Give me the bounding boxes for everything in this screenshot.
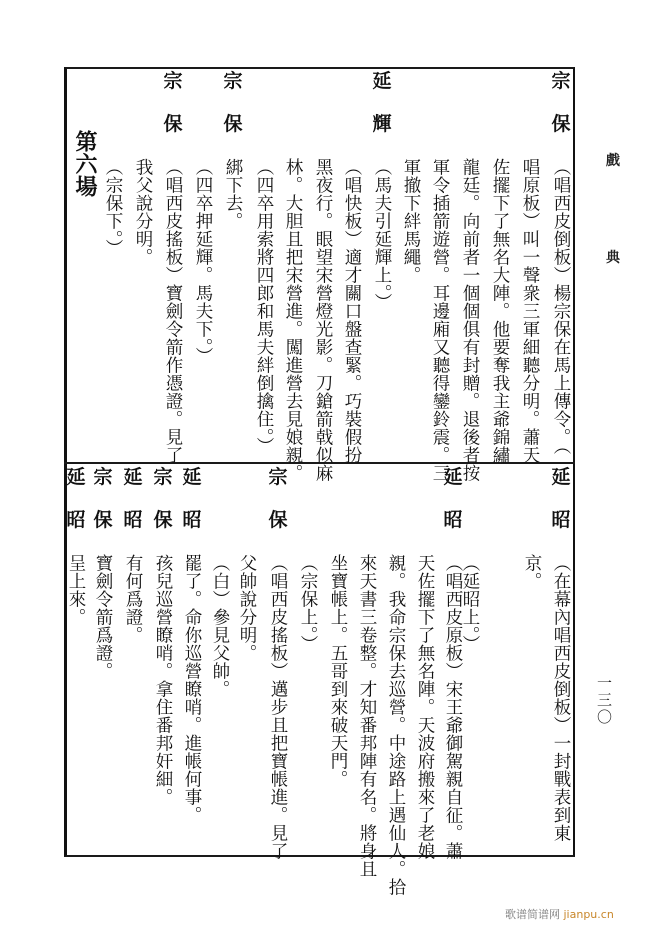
dialogue-text: 坐寶帳上。五哥到來破天門。 (328, 554, 348, 788)
text-column (207, 468, 233, 698)
dialogue-text: 我父說分明。 (133, 158, 153, 266)
text-column (90, 468, 116, 680)
speaker-char: 延 (372, 70, 392, 92)
text-column (325, 468, 351, 788)
speaker-char: 宗 (153, 466, 173, 488)
margin-title-char-1: 戲 (606, 153, 620, 169)
dialogue-text: 黑夜行。眼望宋營燈光影。刀鎗箭戟似麻 (313, 158, 333, 482)
dialogue-text: 綁下去。 (223, 158, 243, 230)
text-column (63, 468, 89, 626)
dialogue-text: 天佐擺下了無名陣。天波府搬來了老娘 (415, 554, 435, 860)
dialogue-text: 龍廷。向前者一個個俱有封贈。退後者按 (460, 158, 480, 482)
speaker-char: 昭 (551, 509, 571, 531)
margin-title-char-2: 典 (606, 250, 620, 266)
dialogue-text: 孩兒巡營瞭哨。拿住番邦奸細。 (153, 554, 173, 806)
speaker-name (223, 72, 242, 158)
text-column (179, 468, 205, 824)
dialogue-text: （延昭上。） (460, 554, 480, 654)
speaker-char: 昭 (123, 509, 143, 531)
dialogue-text: 寶劍令箭爲證。 (93, 554, 113, 680)
dialogue-text: （唱西皮搖板）寶劍令箭作憑證。見了 (163, 158, 183, 464)
speaker-char: 延 (66, 466, 86, 488)
speaker-name (182, 468, 201, 554)
dialogue-text: （唱西皮原板）宋王爺御駕親自征。蕭 (443, 554, 463, 860)
watermark-latin: jianpu.cn (563, 908, 614, 921)
dialogue-text: （唱快板）適才關口盤查緊。巧裝假扮 (342, 158, 362, 464)
text-column (100, 72, 126, 257)
text-column (487, 72, 513, 464)
watermark (505, 906, 614, 922)
speaker-name (372, 72, 391, 158)
speaker-name (551, 72, 570, 158)
dialogue-text: （四卒用索將四郎和馬夫絆倒擒住。） (254, 158, 274, 456)
text-column (548, 72, 574, 455)
dialogue-text: 父帥說分明。 (237, 554, 257, 662)
text-column (265, 468, 291, 860)
dialogue-text: 京。 (522, 554, 542, 590)
text-column (220, 72, 246, 230)
speaker-char: 保 (268, 509, 288, 531)
dialogue-text: （唱西皮倒板）楊宗保在馬上傳令。（ (551, 158, 571, 456)
text-column (190, 72, 216, 365)
text-column (234, 468, 260, 662)
speaker-char: 宗 (163, 70, 183, 92)
speaker-char: 延 (182, 466, 202, 488)
dialogue-text: （在幕內唱西皮倒板）一封戰表到東 (551, 554, 571, 842)
text-column (457, 72, 483, 482)
dialogue-text: 有何爲證。 (123, 554, 143, 644)
speaker-name (163, 72, 182, 158)
scene-heading (72, 72, 98, 198)
text-column (310, 72, 336, 482)
dialogue-text: （馬夫引延輝上。） (372, 158, 392, 312)
speaker-char: 保 (93, 509, 113, 531)
speaker-name (268, 468, 287, 554)
text-column (412, 468, 438, 860)
lower-register (66, 466, 572, 896)
dialogue-text: 軍撤下絆馬繩。 (401, 158, 421, 284)
speaker-name (551, 468, 570, 554)
text-column (517, 72, 543, 464)
text-column (130, 72, 156, 266)
dialogue-text: 林。大胆且把宋營進。闖進營去見娘親。 (283, 158, 303, 482)
speaker-char: 昭 (182, 509, 202, 531)
text-column (398, 72, 424, 284)
text-column (440, 468, 466, 860)
speaker-char: 昭 (66, 509, 86, 531)
speaker-char: 宗 (268, 466, 288, 488)
speaker-name (123, 468, 142, 554)
text-column (295, 468, 321, 653)
page-number: 一三〇 (595, 675, 613, 726)
speaker-char: 宗 (551, 70, 571, 92)
speaker-char: 宗 (223, 70, 243, 92)
text-column (120, 468, 146, 644)
dialogue-text: 佐擺下了無名大陣。他要奪我主爺錦繡 (490, 158, 510, 464)
speaker-char: 延 (551, 466, 571, 488)
text-column (339, 72, 365, 464)
text-column (251, 72, 277, 455)
scene-heading-text: 第六場 (72, 130, 98, 198)
speaker-char: 保 (163, 113, 183, 135)
speaker-char: 宗 (93, 466, 113, 488)
speaker-char: 輝 (372, 113, 392, 135)
text-column (150, 468, 176, 806)
speaker-char: 延 (443, 466, 463, 488)
dialogue-text: 唱原板）叫一聲衆三軍細聽分明。蕭天 (520, 158, 540, 464)
text-column (369, 72, 395, 311)
dialogue-text: 來天書三卷整。才知番邦陣有名。將身且 (357, 554, 377, 878)
text-column (427, 72, 453, 482)
dialogue-text: 罷了。命你巡營瞭哨。進帳何事。 (182, 554, 202, 824)
speaker-char: 保 (223, 113, 243, 135)
text-column (160, 72, 186, 464)
dialogue-text: （唱西皮搖板）邁步且把寶帳進。見了 (268, 554, 288, 860)
speaker-name (93, 468, 112, 554)
text-column (519, 468, 545, 590)
text-column (280, 72, 306, 482)
dialogue-text: （宗保下。） (103, 158, 123, 258)
speaker-char: 延 (123, 466, 143, 488)
upper-register (67, 70, 572, 482)
speaker-name (66, 468, 85, 554)
dialogue-text: 呈上來。 (66, 554, 86, 626)
speaker-char: 保 (153, 509, 173, 531)
dialogue-text: 親。我命宗保去巡營。中途路上遇仙人。拾 (386, 554, 406, 896)
speaker-char: 保 (551, 113, 571, 135)
watermark-cn: 歌谱简谱网 (505, 908, 560, 921)
dialogue-text: （四卒押延輝。馬夫下。） (193, 158, 213, 366)
speaker-char: 昭 (443, 509, 463, 531)
dialogue-text: （白）參見父帥。 (210, 554, 230, 698)
dialogue-text: 軍令插箭遊營。耳邊廂又聽得鑾鈴震。三 (430, 158, 450, 482)
text-column (383, 468, 409, 896)
speaker-name (443, 468, 462, 554)
dialogue-text: （宗保上。） (298, 554, 318, 654)
text-column (548, 468, 574, 842)
speaker-name (153, 468, 172, 554)
text-column (354, 468, 380, 878)
